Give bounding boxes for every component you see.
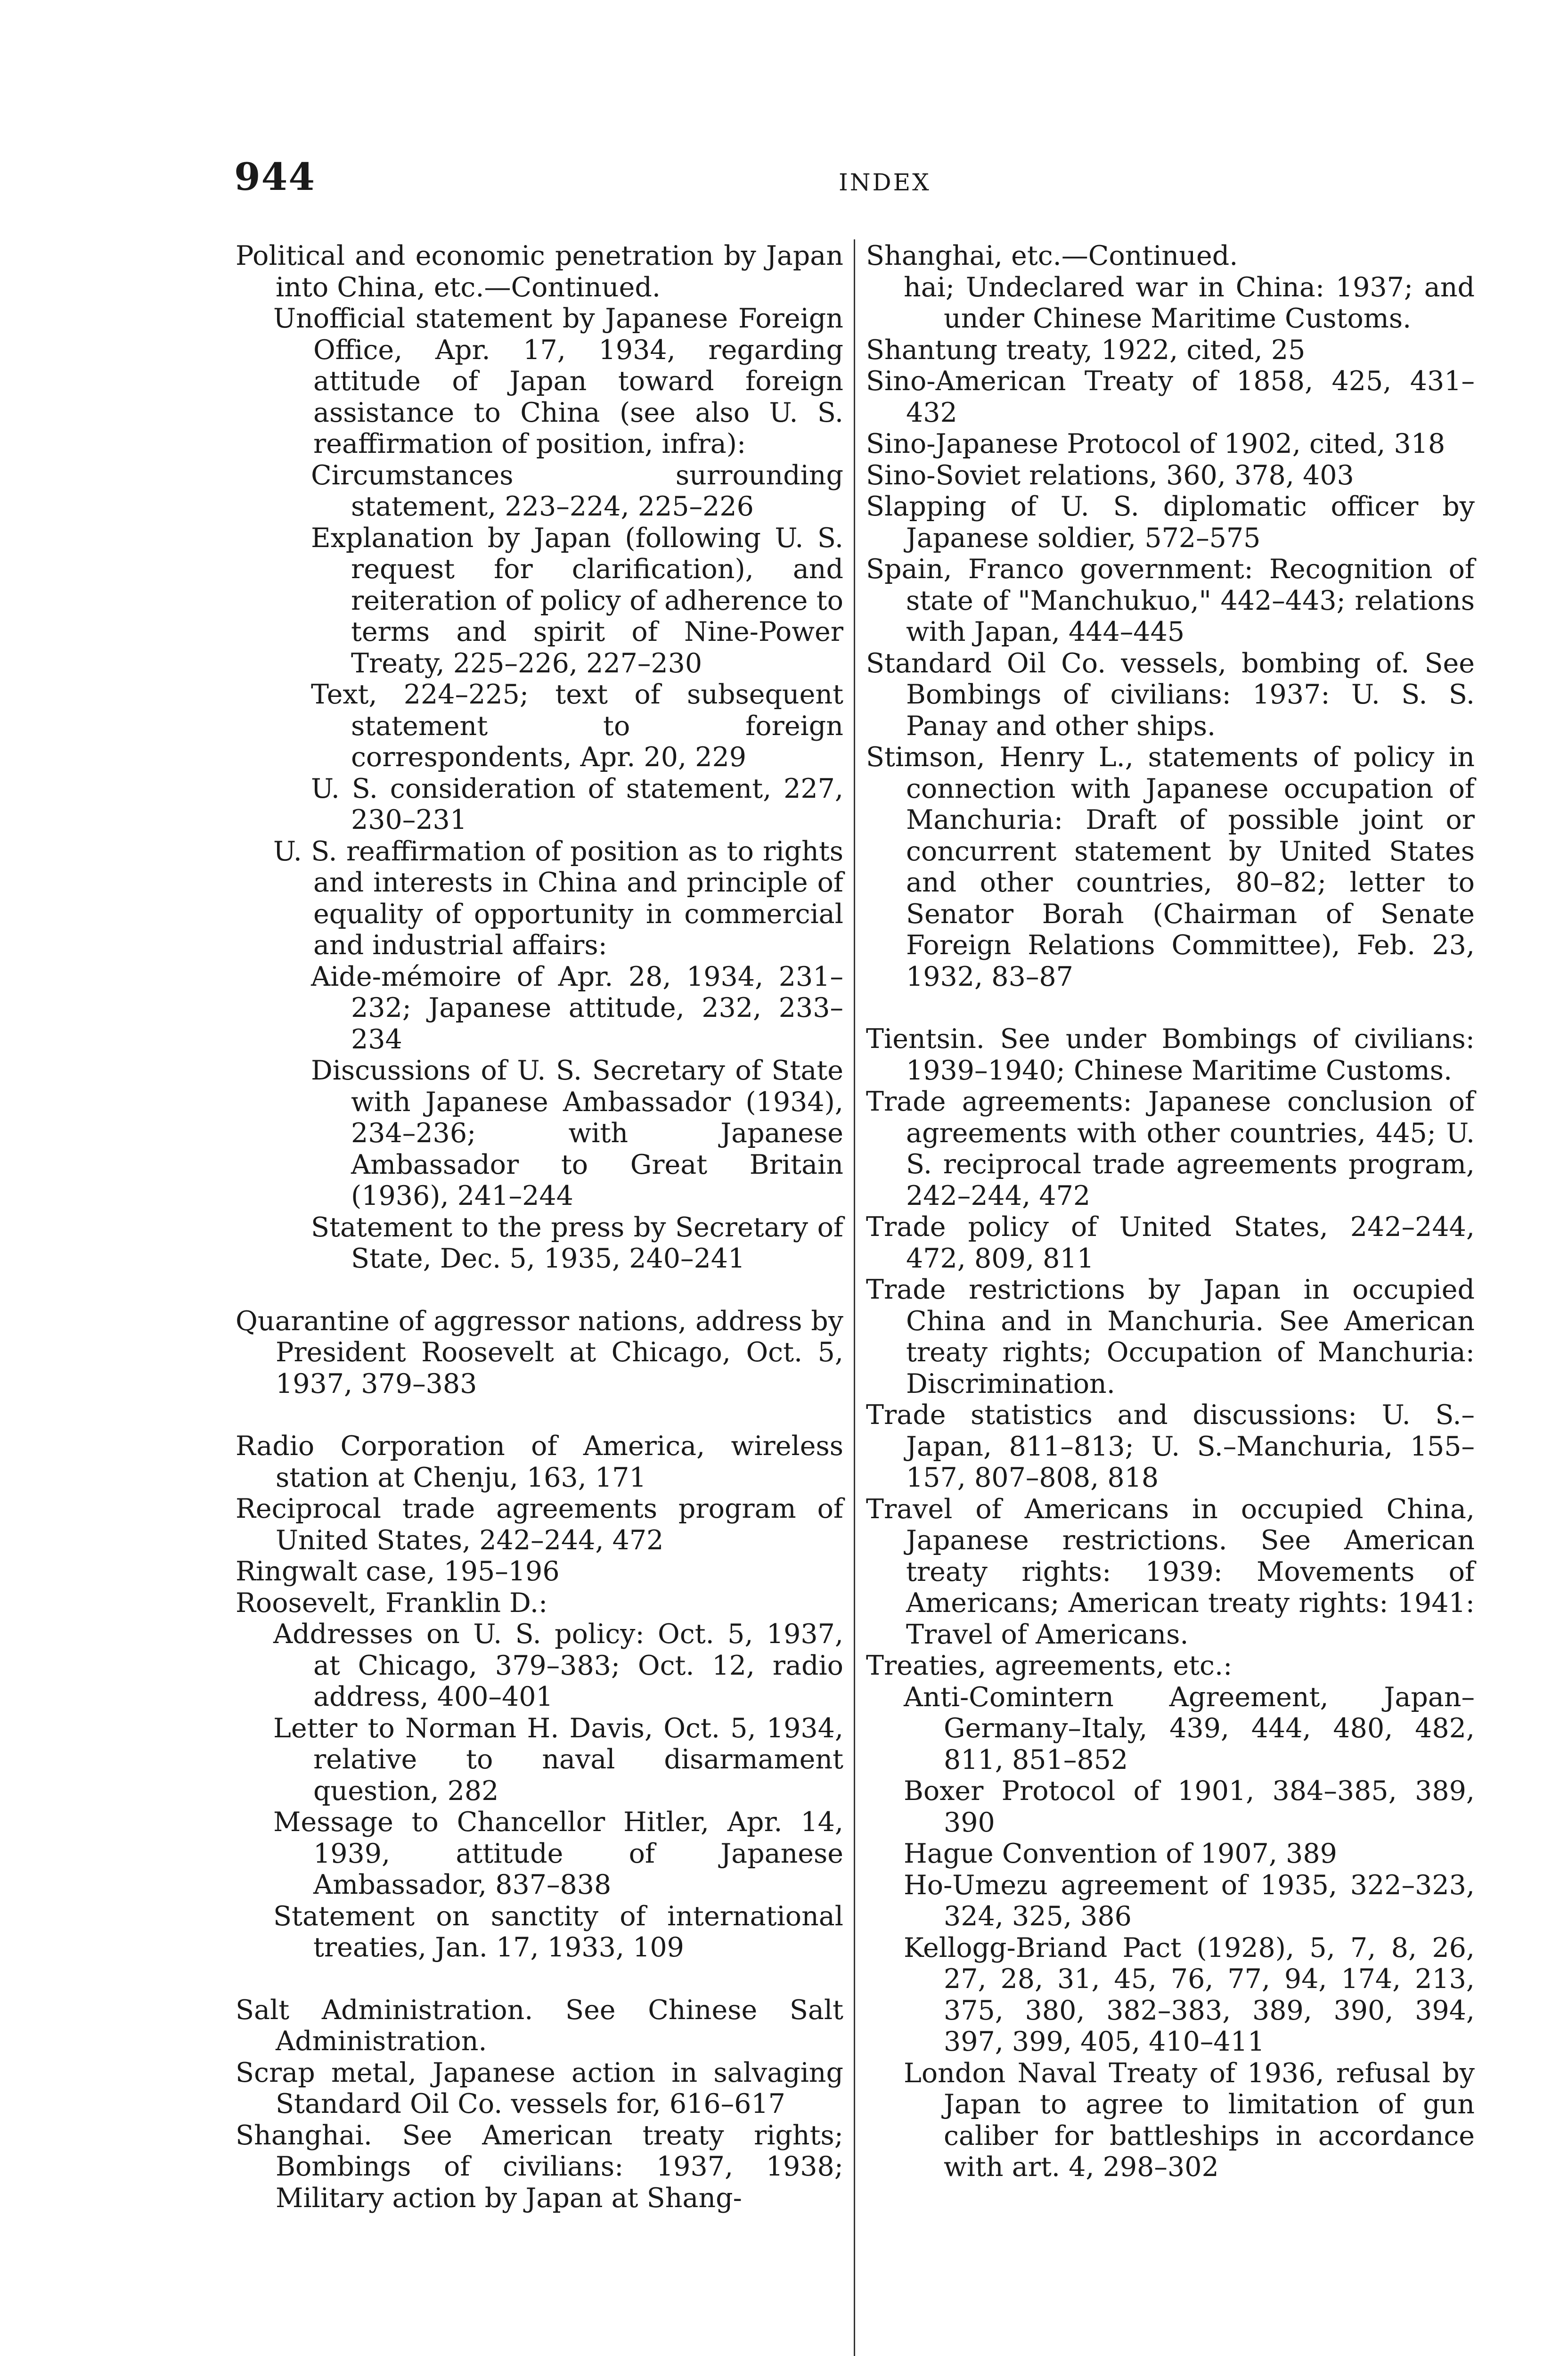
column-divider (854, 239, 855, 2356)
index-entry: Explanation by Japan (following U. S. request for clarification), and reiteration of policy of adherence to terms and spirit of Nine-Power Treaty, 225–226, 227–230 (311, 522, 843, 679)
index-entry: Political and economic penetration by Japan into China, etc.—Continued. (236, 240, 843, 303)
index-entry: U. S. consideration of statement, 227, 230–231 (311, 773, 843, 835)
index-entry: Trade policy of United States, 242–244, 472, 809, 811 (866, 1211, 1475, 1274)
right-column (866, 240, 1475, 2183)
index-entry: Tientsin. See under Bombings of civilians: 1939–1940; Chinese Maritime Customs. (866, 1023, 1475, 1086)
index-entry: Trade statistics and discussions: U. S.–Japan, 811–813; U. S.–Manchuria, 155–157, 807–808, 818 (866, 1399, 1475, 1493)
index-entry: Standard Oil Co. vessels, bombing of. See Bombings of civilians: 1937: U. S. S. Panay and other ships. (866, 647, 1475, 742)
index-entry: Aide-mémoire of Apr. 28, 1934, 231–232; Japanese attitude, 232, 233–234 (311, 961, 843, 1055)
index-entry: Roosevelt, Franklin D.: (236, 1587, 548, 1619)
index-entry: London Naval Treaty of 1936, refusal by Japan to agree to limitation of gun caliber for battleships in accordance with art. 4, 298–302 (904, 2057, 1475, 2183)
index-entry: Ho-Umezu agreement of 1935, 322–323, 324, 325, 386 (904, 1869, 1475, 1932)
index-entry: Sino-Soviet relations, 360, 378, 403 (866, 459, 1354, 491)
index-entry: Scrap metal, Japanese action in salvaging Standard Oil Co. vessels for, 616–617 (236, 2057, 843, 2119)
index-entry: Shanghai, etc.—Continued. (866, 240, 1238, 271)
index-entry: Unofficial statement by Japanese Foreign Office, Apr. 17, 1934, regarding attitude of Japan toward foreign assistance to China (see also U. S. reaffirmation of position, infra): (273, 303, 843, 459)
index-entry: Statement to the press by Secretary of State, Dec. 5, 1935, 240–241 (311, 1211, 843, 1274)
page-header (0, 155, 1568, 198)
entry-gap (236, 1399, 843, 1431)
index-entry: Letter to Norman H. Davis, Oct. 5, 1934, relative to naval disarmament question, 282 (273, 1712, 843, 1807)
index-entry: Discussions of U. S. Secretary of State with Japanese Ambassador (1934), 234–236; with Japanese Ambassador to Great Britain (1936), 241–244 (311, 1055, 843, 1211)
index-entry: Kellogg-Briand Pact (1928), 5, 7, 8, 26, 27, 28, 31, 45, 76, 77, 94, 174, 213, 375, 380, 382–383, 389, 390, 394, 397, 399, 405, 410–411 (904, 1932, 1475, 2057)
index-entry: Boxer Protocol of 1901, 384–385, 389, 390 (904, 1775, 1475, 1838)
index-entry: Circumstances surrounding statement, 223–224, 225–226 (311, 459, 843, 522)
index-entry: Reciprocal trade agreements program of United States, 242–244, 472 (236, 1493, 843, 1556)
page-number: 944 (234, 155, 316, 199)
index-entry: Spain, Franco government: Recognition of state of "Manchukuo," 442–443; relations with Japan, 444–445 (866, 554, 1475, 647)
index-entry: Addresses on U. S. policy: Oct. 5, 1937, at Chicago, 379–383; Oct. 12, radio address, 400–401 (273, 1619, 843, 1712)
index-entry: Anti-Comintern Agreement, Japan–Germany–Italy, 439, 444, 480, 482, 811, 851–852 (904, 1681, 1475, 1775)
index-entry: Sino-Japanese Protocol of 1902, cited, 318 (866, 428, 1446, 459)
index-entry: Salt Administration. See Chinese Salt Administration. (236, 1994, 843, 2057)
index-entry: Sino-American Treaty of 1858, 425, 431–432 (866, 366, 1475, 428)
index-entry: Trade restrictions by Japan in occupied China and in Manchuria. See American treaty rights; Occupation of Manchuria: Discrimination. (866, 1274, 1475, 1399)
index-entry: Hague Convention of 1907, 389 (904, 1838, 1337, 1869)
left-column (236, 240, 843, 2214)
entry-gap (866, 992, 1475, 1023)
index-entry: hai; Undeclared war in China: 1937; and under Chinese Maritime Customs. (904, 271, 1475, 334)
entry-gap (236, 1963, 843, 1995)
running-title: INDEX (839, 169, 931, 196)
entry-gap (236, 1275, 843, 1306)
index-entry: Ringwalt case, 195–196 (236, 1556, 560, 1587)
index-entry: Statement on sanctity of international treaties, Jan. 17, 1933, 109 (273, 1900, 843, 1963)
index-entry: U. S. reaffirmation of position as to rights and interests in China and principle of equality of opportunity in commercial and industrial affairs: (273, 835, 843, 961)
index-entry: Treaties, agreements, etc.: (866, 1650, 1233, 1681)
index-entry: Shanghai. See American treaty rights; Bombings of civilians: 1937, 1938; Military action by Japan at Shang- (236, 2119, 843, 2214)
index-entry: Travel of Americans in occupied China, Japanese restrictions. See American treaty rights: 1939: Movements of Americans; American treaty rights: 1941: Travel of Americans. (866, 1493, 1475, 1650)
index-entry: Message to Chancellor Hitler, Apr. 14, 1939, attitude of Japanese Ambassador, 837–838 (273, 1807, 843, 1900)
index-entry: Stimson, Henry L., statements of policy in connection with Japanese occupation of Manchuria: Draft of possible joint or concurrent statement by United States and other countries, 80–82; letter to Senator Borah (Chairman of Senate Foreign Relations Committee), Feb. 23, 1932, 83–87 (866, 742, 1475, 992)
index-entry: Text, 224–225; text of subsequent statement to foreign correspondents, Apr. 20, 229 (311, 679, 843, 773)
index-entry: Quarantine of aggressor nations, address by President Roosevelt at Chicago, Oct. 5, 1937, 379–383 (236, 1305, 843, 1399)
index-entry: Shantung treaty, 1922, cited, 25 (866, 334, 1306, 366)
index-entry: Trade agreements: Japanese conclusion of agreements with other countries, 445; U. S. reciprocal trade agreements program, 242–244, 472 (866, 1086, 1475, 1211)
index-entry: Slapping of U. S. diplomatic officer by Japanese soldier, 572–575 (866, 491, 1475, 554)
index-entry: Radio Corporation of America, wireless station at Chenju, 163, 171 (236, 1431, 843, 1493)
